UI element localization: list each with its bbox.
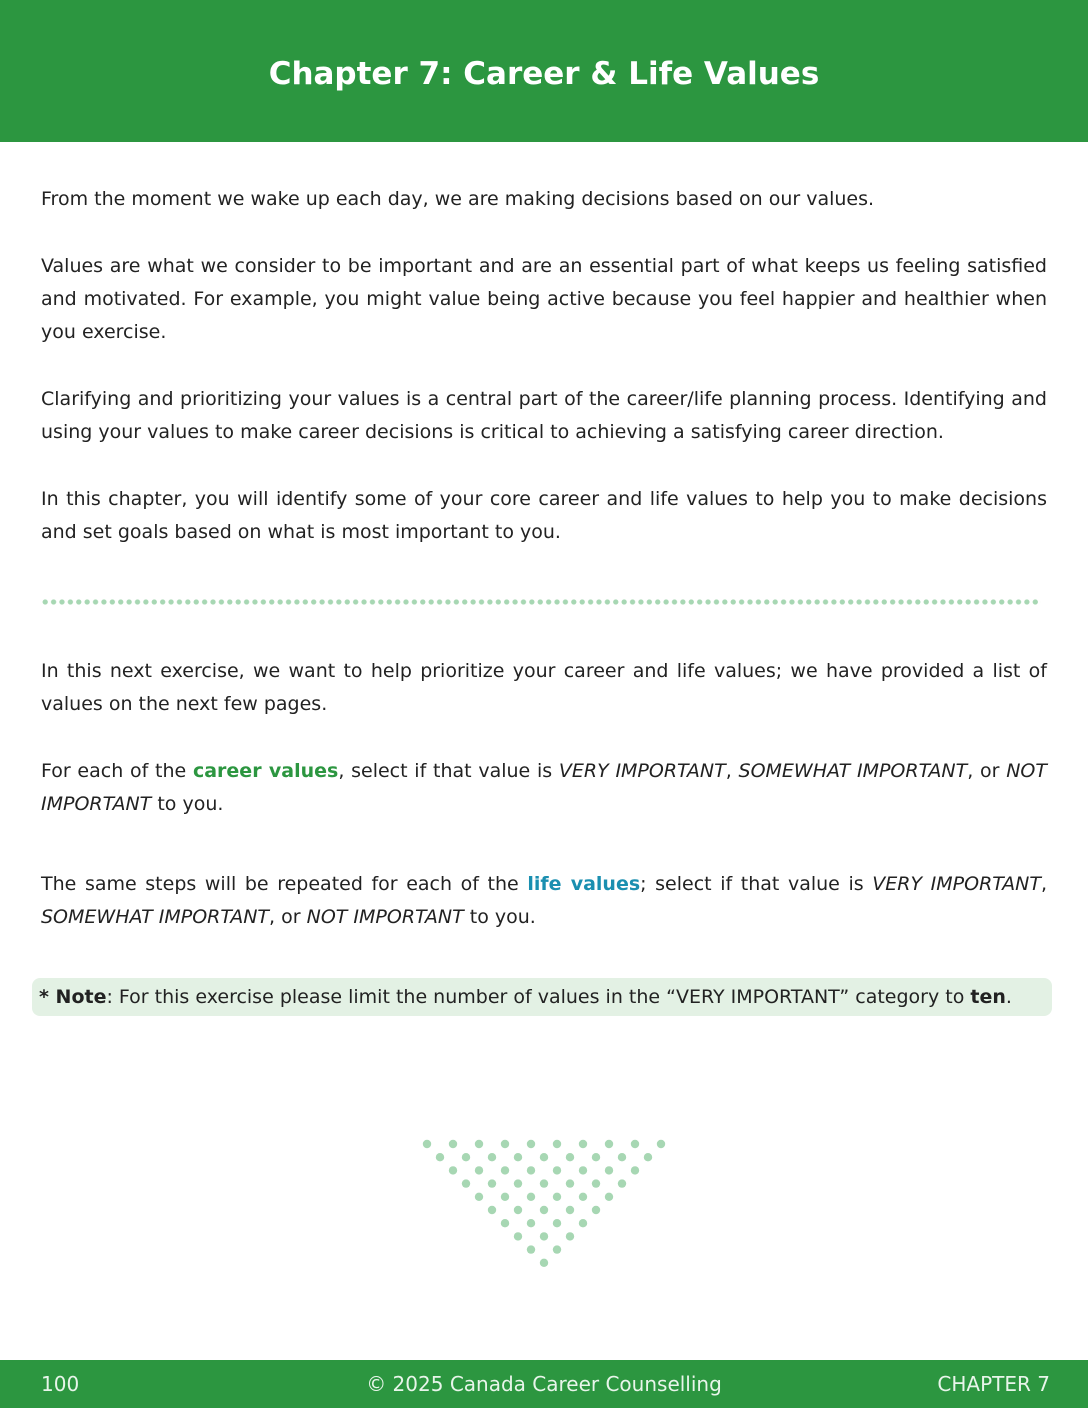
text-run: ; select if that value is [640, 873, 873, 895]
decorative-dot [657, 1140, 665, 1148]
not-important-label: NOT IMPORTANT [306, 906, 464, 928]
dot-triangle-decoration [412, 1132, 676, 1276]
decorative-dot [566, 1232, 574, 1240]
decorative-dot [462, 1153, 470, 1161]
chapter-title: Chapter 7: Career & Life Values [268, 56, 820, 92]
text-run: , or [967, 760, 1007, 782]
decorative-dot [618, 1153, 626, 1161]
chapter-header [0, 0, 1088, 142]
decorative-dot [475, 1140, 483, 1148]
decorative-dot [553, 1219, 561, 1227]
decorative-dot [553, 1140, 561, 1148]
decorative-dot [501, 1140, 509, 1148]
paragraph-chapter-goal [41, 483, 1047, 549]
decorative-dot [527, 1140, 535, 1148]
paragraph-text [41, 868, 1047, 934]
decorative-dot [566, 1153, 574, 1161]
decorative-dot [501, 1193, 509, 1201]
decorative-dot [631, 1166, 639, 1174]
paragraph-life-values-instructions [41, 868, 1047, 934]
paragraph-career-values-instructions [41, 755, 1047, 821]
decorative-dot [605, 1193, 613, 1201]
page-footer [0, 1360, 1088, 1408]
career-values-term: career values [192, 760, 339, 782]
note-end: . [1005, 986, 1012, 1008]
decorative-dot [488, 1153, 496, 1161]
decorative-dot [605, 1140, 613, 1148]
decorative-dot [488, 1206, 496, 1214]
decorative-dot [540, 1232, 548, 1240]
decorative-dot [540, 1153, 548, 1161]
note-text: : For this exercise please limit the number of values in the “VERY IMPORTANT” category to [106, 986, 971, 1008]
paragraph-values-definition [41, 250, 1047, 349]
not-important-label: NOT IMPORTANT [41, 760, 1047, 815]
paragraph-text: Clarifying and prioritizing your values is a central part of the career/life planning process. Identifying and using your values to make career decisions is critical to achieving a satisfying career direction. [41, 388, 1047, 443]
paragraph-text: From the moment we wake up each day, we are making decisions based on our values. [41, 188, 875, 210]
decorative-dot [475, 1193, 483, 1201]
text-run: , or [269, 906, 307, 928]
life-values-term: life values [527, 873, 641, 895]
paragraph-text [41, 755, 1047, 821]
decorative-dot [618, 1179, 626, 1187]
decorative-dot [423, 1140, 431, 1148]
decorative-dot [631, 1140, 639, 1148]
decorative-dot [644, 1153, 652, 1161]
decorative-dot [553, 1166, 561, 1174]
paragraph-text: In this next exercise, we want to help prioritize your career and life values; we have provided a list of values on the next few pages. [41, 660, 1047, 715]
decorative-dot [527, 1219, 535, 1227]
decorative-dot [514, 1232, 522, 1240]
decorative-dot [579, 1219, 587, 1227]
decorative-dot [566, 1206, 574, 1214]
text-run: to you. [463, 906, 536, 928]
decorative-dot [592, 1153, 600, 1161]
paragraph-intro [41, 183, 1047, 216]
decorative-dot [553, 1193, 561, 1201]
decorative-dot [553, 1245, 561, 1253]
decorative-dot [540, 1206, 548, 1214]
page-number: 100 [41, 1372, 80, 1396]
decorative-dot [501, 1219, 509, 1227]
note-label: * Note [39, 986, 107, 1008]
decorative-dot [514, 1179, 522, 1187]
somewhat-important-label: SOMEWHAT IMPORTANT [41, 906, 270, 928]
text-run: The same steps will be repeated for each of the [41, 873, 528, 895]
decorative-dot [462, 1179, 470, 1187]
decorative-dot [540, 1179, 548, 1187]
decorative-dot [501, 1166, 509, 1174]
decorative-dot [488, 1179, 496, 1187]
decorative-dot [592, 1179, 600, 1187]
dotted-divider [41, 598, 1041, 606]
decorative-dot [540, 1259, 548, 1267]
chapter-label: CHAPTER 7 [937, 1372, 1050, 1396]
text-run: , [725, 760, 739, 782]
decorative-dot [527, 1245, 535, 1253]
decorative-dot [605, 1166, 613, 1174]
decorative-dot [527, 1193, 535, 1201]
very-important-label: VERY IMPORTANT [558, 760, 726, 782]
decorative-dot [592, 1206, 600, 1214]
text-run: , select if that value is [338, 760, 559, 782]
decorative-dot [475, 1166, 483, 1174]
decorative-dot [514, 1153, 522, 1161]
decorative-dot [579, 1193, 587, 1201]
decorative-dot [566, 1179, 574, 1187]
note-emphasis: ten [970, 986, 1006, 1008]
text-run: For each of the [41, 760, 193, 782]
text-run: , [1040, 873, 1048, 895]
somewhat-important-label: SOMEWHAT IMPORTANT [738, 760, 968, 782]
decorative-dot [514, 1206, 522, 1214]
paragraph-text: Values are what we consider to be important and are an essential part of what keeps us feeling satisfied and motivated. For example, you might value being active because you feel happier and healthier when you exercise. [41, 255, 1047, 343]
copyright-text: © 2025 Canada Career Counselling [366, 1372, 722, 1396]
paragraph-exercise-intro [41, 655, 1047, 721]
decorative-dot [579, 1140, 587, 1148]
decorative-dot [449, 1140, 457, 1148]
decorative-dot [449, 1166, 457, 1174]
note-callout [32, 978, 1052, 1016]
decorative-dot [579, 1166, 587, 1174]
decorative-dot [436, 1153, 444, 1161]
paragraph-clarifying [41, 383, 1047, 449]
paragraph-text: In this chapter, you will identify some of your core career and life values to help you to make decisions and set goals based on what is most important to you. [41, 488, 1047, 543]
very-important-label: VERY IMPORTANT [872, 873, 1041, 895]
text-run: to you. [151, 793, 224, 815]
decorative-dot [527, 1166, 535, 1174]
